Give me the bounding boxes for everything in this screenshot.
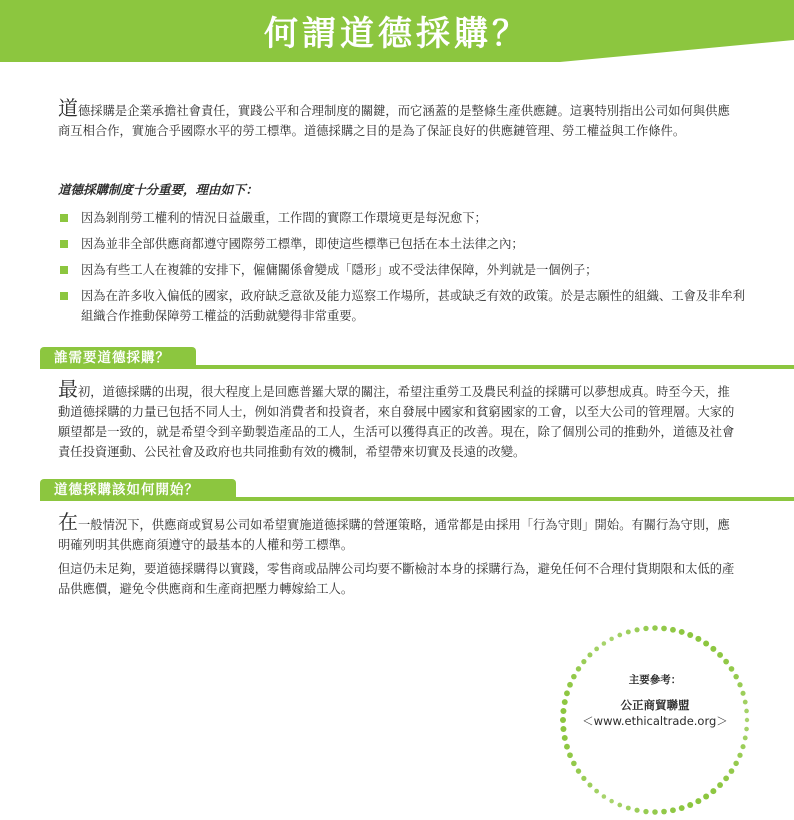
decorative-dot <box>602 794 607 799</box>
decorative-dot <box>643 809 648 814</box>
decorative-dot <box>745 718 749 722</box>
section-how-bar <box>40 479 794 501</box>
decorative-dot <box>576 666 581 671</box>
decorative-dot <box>634 808 639 813</box>
decorative-dot <box>661 809 667 815</box>
section-how-title: 道德採購該如何開始？ <box>54 482 199 498</box>
decorative-dot <box>729 768 735 774</box>
decorative-dot <box>729 666 735 672</box>
decorative-dot <box>609 799 613 803</box>
bullet-square-icon <box>60 292 68 300</box>
decorative-dot <box>679 805 685 811</box>
decorative-dot <box>743 736 748 741</box>
reference-org: 公正商貿聯盟 <box>620 698 690 712</box>
decorative-dot <box>703 641 709 647</box>
decorative-dot <box>652 625 658 631</box>
bullet-square-icon <box>60 240 68 248</box>
decorative-dot <box>695 636 701 642</box>
decorative-dot <box>602 641 607 646</box>
list-item <box>58 234 748 254</box>
reasons-list <box>58 208 748 332</box>
decorative-dot <box>564 744 570 750</box>
decorative-dot <box>717 652 723 658</box>
decorative-dot <box>587 652 592 657</box>
section-how-dropcap: 在 <box>58 510 78 534</box>
reference-label: 主要參考： <box>628 674 682 686</box>
list-item-text: 因為在許多收入偏低的國家，政府缺乏意欲及能力巡察工作場所，甚或缺乏有效的政策。於是志願性的組織、工會及非牟利組織合作推動保障勞工權益的活動就變得非常重要。 <box>81 289 746 323</box>
intro-dropcap: 道 <box>58 96 78 120</box>
decorative-dot <box>571 761 577 767</box>
decorative-dot <box>710 646 716 652</box>
decorative-dot <box>695 798 701 804</box>
decorative-dot <box>661 626 667 632</box>
section-how-paragraph-1 <box>58 512 742 555</box>
decorative-dot <box>626 806 631 811</box>
decorative-dot <box>679 629 685 635</box>
bullet-square-icon <box>60 214 68 222</box>
bullet-square-icon <box>60 266 68 274</box>
decorative-dot <box>687 632 693 638</box>
decorative-dot <box>587 783 592 788</box>
decorative-dot <box>670 627 676 633</box>
decorative-dot <box>564 690 570 696</box>
decorative-dot <box>581 659 586 664</box>
header-bar <box>0 0 794 62</box>
decorative-dot <box>737 753 742 758</box>
section-who-paragraph <box>58 379 742 462</box>
decorative-dot <box>723 659 729 665</box>
section-how-paragraph-2: 但這仍未足夠，要道德採購得以實踐，零售商或品牌公司均要不斷檢討本身的採購行為，避免任何不合理付貨期限和太低的產品供應價，避免令供應商和生產商把壓力轉嫁給工人。 <box>58 562 735 596</box>
decorative-dot <box>594 646 599 651</box>
decorative-dot <box>733 761 738 766</box>
page-title: 何謂道德採購？ <box>264 14 530 54</box>
decorative-dot <box>609 637 613 641</box>
decorative-dot <box>740 744 745 749</box>
list-item-text: 因為剝削勞工權利的情況日益嚴重，工作間的實際工作環境更是每況愈下； <box>81 211 487 225</box>
decorative-dot <box>710 788 716 794</box>
list-item <box>58 208 748 228</box>
decorative-dot <box>670 807 676 813</box>
reasons-heading: 道德採購制度十分重要，理由如下： <box>58 182 259 197</box>
section-how-text-1: 一般情況下，供應商或貿易公司如希望實施道德採購的營運策略，通常都是由採用「行為守則」開始。有關行為守則，應明確列明其供應商須遵守的最基本的人權和勞工標準。 <box>58 518 730 552</box>
section-who-bar <box>40 347 794 369</box>
decorative-dot <box>643 626 648 631</box>
decorative-dot <box>717 782 723 788</box>
decorative-dot <box>617 633 622 638</box>
decorative-dot <box>576 768 581 773</box>
decorative-dot <box>594 789 599 794</box>
decorative-dot <box>703 793 709 799</box>
decorative-dot <box>740 691 745 696</box>
section-who-title: 誰需要道德採購？ <box>54 350 170 366</box>
list-item-text: 因為有些工人在複雜的安排下，僱傭關係會變成「隱形」或不受法律保障，外判就是一個例子； <box>81 263 598 277</box>
intro-text: 德採購是企業承擔社會責任，實踐公平和合理制度的關鍵，而它涵蓋的是整條生產供應鏈。這裏特別指出公司如何與供應商互相合作，實施合乎國際水平的勞工標準。道德採購之目的是為了保証良好的供應鏈管理、勞工權益與工作條件。 <box>58 104 730 138</box>
decorative-dot <box>634 627 639 632</box>
section-who-dropcap: 最 <box>58 377 78 401</box>
list-item <box>58 260 748 280</box>
reference-url: ＜www.ethicaltrade.org＞ <box>582 714 728 728</box>
list-item <box>58 286 748 326</box>
decorative-dot <box>567 752 573 758</box>
decorative-dot <box>617 803 622 808</box>
intro-paragraph <box>58 98 742 141</box>
decorative-dot <box>723 775 729 781</box>
decorative-dot <box>626 629 631 634</box>
decorative-dot <box>562 735 568 741</box>
decorative-dot <box>581 776 586 781</box>
list-item-text: 因為並非全部供應商都遵守國際勞工標準，即使這些標準已包括在本土法律之內； <box>81 237 524 251</box>
decorative-dot <box>687 802 693 808</box>
decorative-dot <box>652 809 658 815</box>
section-who-text: 初，道德採購的出現，很大程度上是回應普羅大眾的關注，希望注重勞工及農民利益的採購可以夢想成真。時至今天，推動道德採購的力量已包括不同人士，例如消費者和投資者，來自發展中國家和貧窮國家的工會，以至大公司的管理層。大家的願望都是一致的，就是希望令到辛勤製造產品的工人，生活可以獲得真正的改善。現在，除了個別公司的推動外，道德及社會責任投資運動、公民社會及政府也共同推動有效的機制，希望帶來切實及長遠的改變。 <box>58 385 735 459</box>
